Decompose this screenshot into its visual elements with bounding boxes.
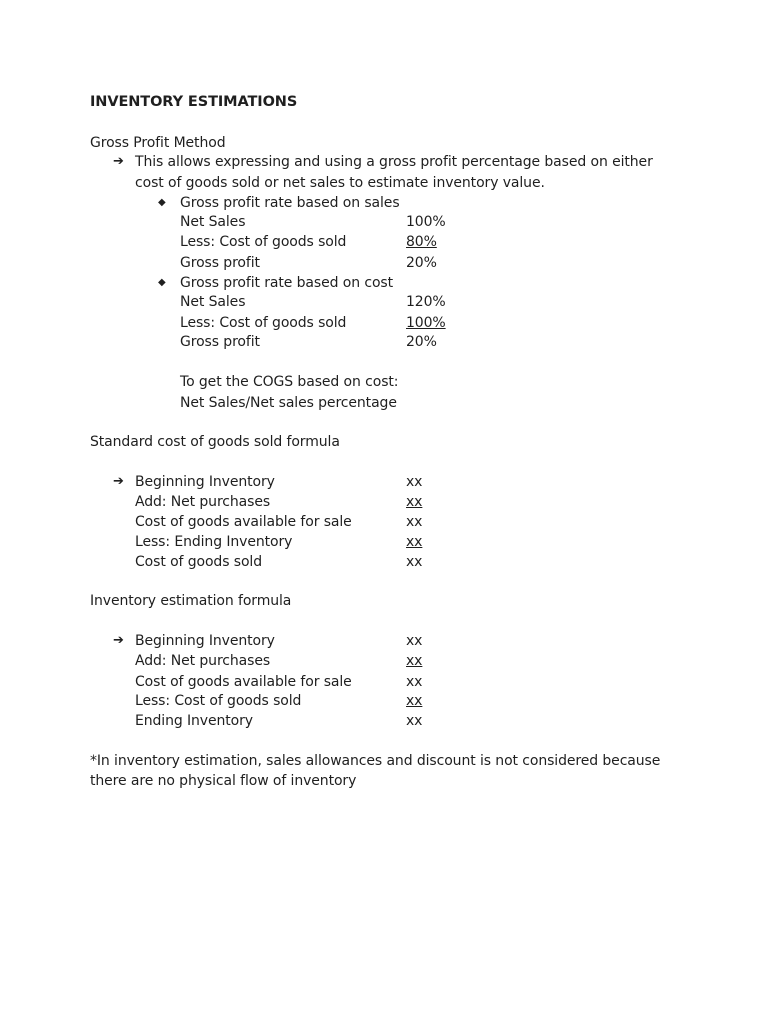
estimation-row-label: Add: Net purchases [135, 653, 271, 669]
cost-row-label: Gross profit [180, 334, 260, 350]
estimation-row-label: Ending Inventory [135, 713, 253, 729]
cost-row-value: 120% [406, 294, 446, 310]
diamond-bullet-icon: ◆ [158, 277, 166, 288]
gross-profit-desc-line2: cost of goods sold or net sales to estimate inventory value. [135, 175, 545, 191]
sales-row-label: Gross profit [180, 255, 260, 271]
arrow-bullet-icon: ➔ [113, 474, 124, 489]
sales-based-heading: Gross profit rate based on sales [180, 195, 400, 211]
estimation-row-label: Cost of goods available for sale [135, 674, 352, 690]
standard-row-label: Add: Net purchases [135, 494, 271, 510]
cost-row-label: Net Sales [180, 294, 246, 310]
estimation-row-value: xx [406, 633, 423, 649]
standard-row-label: Less: Ending Inventory [135, 534, 293, 550]
sales-row-label: Net Sales [180, 214, 246, 230]
standard-row-value: xx [406, 514, 423, 530]
sales-row-value: 80% [406, 234, 437, 250]
standard-row-value: xx [406, 534, 423, 550]
arrow-bullet-icon: ➔ [113, 154, 124, 169]
cogs-note-line1: To get the COGS based on cost: [180, 374, 399, 390]
estimation-row-value: xx [406, 713, 423, 729]
diamond-bullet-icon: ◆ [158, 197, 166, 208]
standard-cogs-heading: Standard cost of goods sold formula [90, 434, 340, 450]
sales-row-value: 20% [406, 255, 437, 271]
estimation-row-label: Less: Cost of goods sold [135, 693, 302, 709]
standard-row-value: xx [406, 474, 423, 490]
cost-row-value: 100% [406, 315, 446, 331]
gross-profit-desc-line1: This allows expressing and using a gross profit percentage based on either [135, 154, 653, 170]
sales-row-label: Less: Cost of goods sold [180, 234, 347, 250]
standard-row-value: xx [406, 494, 423, 510]
standard-row-label: Cost of goods sold [135, 554, 263, 570]
estimation-row-label: Beginning Inventory [135, 633, 275, 649]
estimation-row-value: xx [406, 674, 423, 690]
standard-row-label: Cost of goods available for sale [135, 514, 352, 530]
gross-profit-heading: Gross Profit Method [90, 135, 226, 151]
estimation-row-value: xx [406, 653, 423, 669]
sales-row-value: 100% [406, 214, 446, 230]
footnote-line2: there are no physical flow of inventory [90, 773, 357, 789]
cost-based-heading: Gross profit rate based on cost [180, 275, 393, 291]
footnote-line1: *In inventory estimation, sales allowances and discount is not considered because [90, 753, 661, 769]
inventory-estimation-heading: Inventory estimation formula [90, 593, 292, 609]
estimation-row-value: xx [406, 693, 423, 709]
cogs-note-line2: Net Sales/Net sales percentage [180, 395, 397, 411]
cost-row-value: 20% [406, 334, 437, 350]
arrow-bullet-icon: ➔ [113, 633, 124, 648]
standard-row-label: Beginning Inventory [135, 474, 275, 490]
page-title: INVENTORY ESTIMATIONS [90, 94, 298, 110]
standard-row-value: xx [406, 554, 423, 570]
cost-row-label: Less: Cost of goods sold [180, 315, 347, 331]
